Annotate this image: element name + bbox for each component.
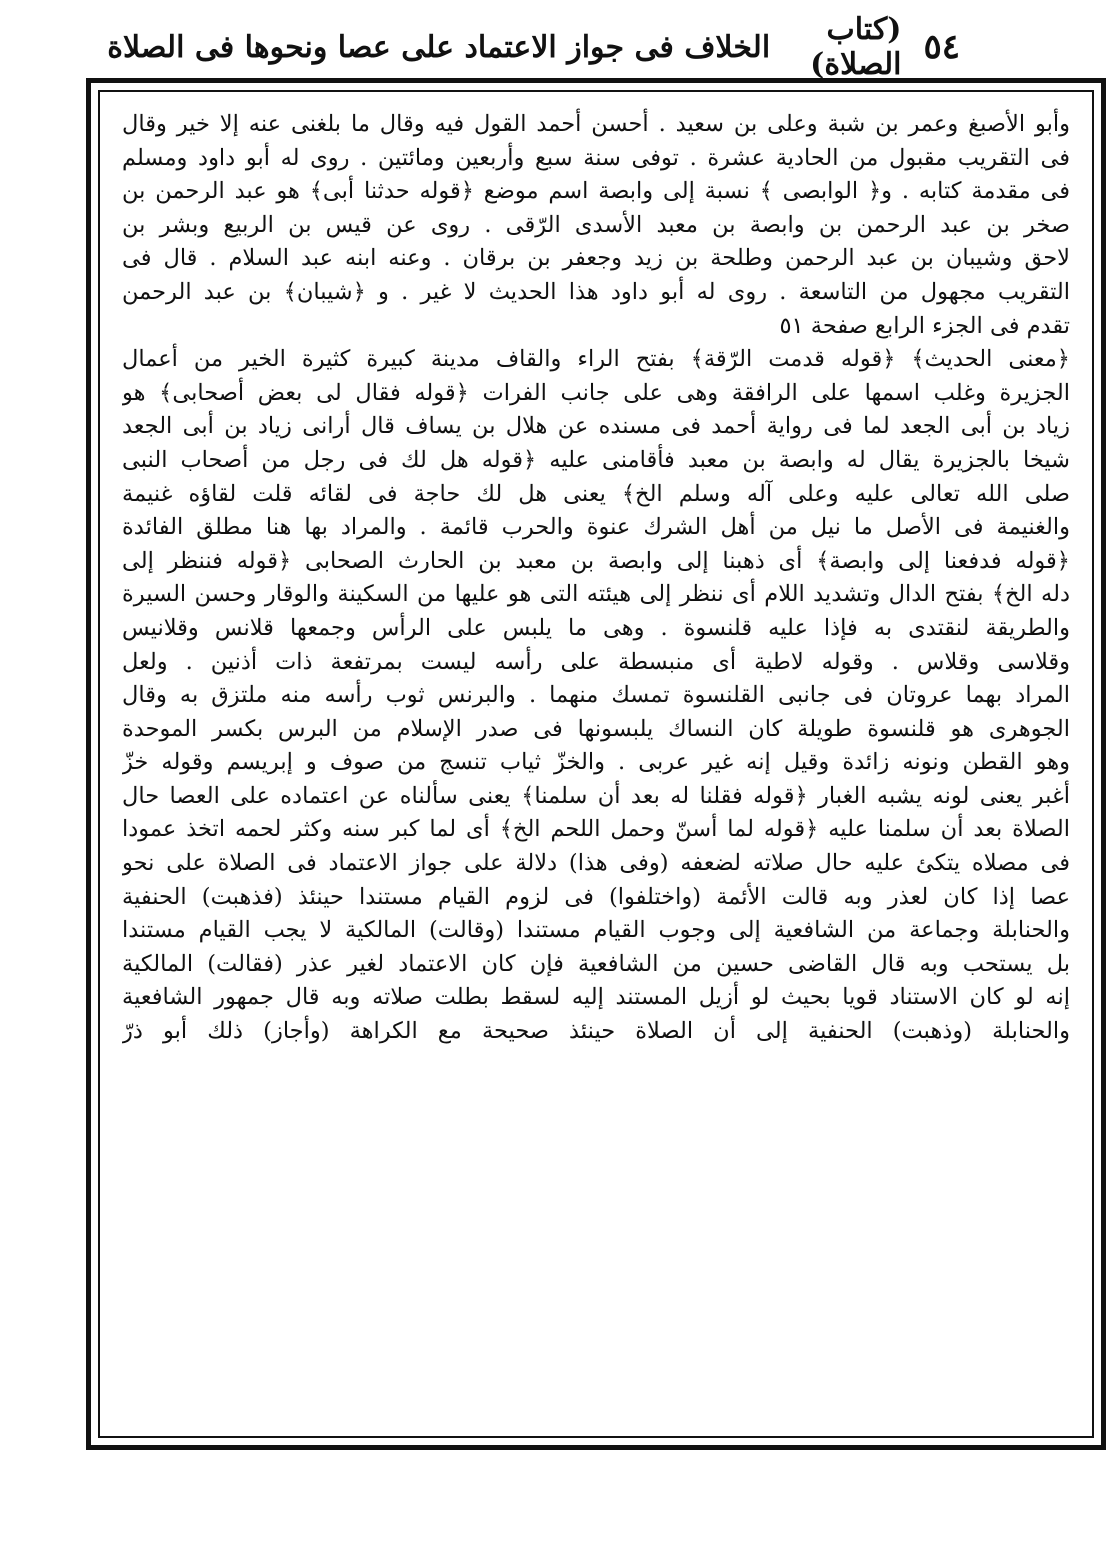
- text-line: الصلاة بعد أن سلمنا عليه ﴿قوله لما أسنّ وحمل اللحم الخ﴾ أى لما كبر سنه وكثر لحمه اتخذ عمودا: [122, 816, 1070, 843]
- text-line: لاحق وشيبان بن عبد الرحمن وطلحة بن زيد وجعفر بن برقان . وعنه ابنه عبد السلام . قال فى: [122, 245, 1070, 272]
- text-line: بل يستحب وبه قال القاضى حسين من الشافعية فإن كان الاعتماد لغير عذر (فقالت) المالكية: [122, 950, 1070, 977]
- text-line: وأبو الأصبغ وعمر بن شبة وعلى بن سعيد . أحسن أحمد القول فيه وقال ما بلغنى عنه إلا خير وقال: [122, 111, 1070, 137]
- running-header: [107, 12, 960, 82]
- text-line: عصا إذا كان لعذر وبه قالت الأئمة (واختلفوا) فى لزوم القيام مستندا حينئذ (فذهبت) الحنفية: [122, 883, 1070, 910]
- text-line: صخر بن عبد الرحمن بن وابصة بن معبد الأسدى الرّقى . روى عن قيس بن الربيع وبشر بن: [122, 211, 1070, 238]
- text-line: التقريب مجهول من التاسعة . روى له أبو داود هذا الحديث لا غير . و ﴿شيبان﴾ بن عبد الرحمن: [122, 278, 1070, 305]
- text-line: والطريقة لنقتدى به فإذا عليه قلنسوة . وهى ما يلبس على الرأس وجمعها قلانس وقلانيس: [122, 614, 1070, 641]
- chapter-title: الخلاف فى جواز الاعتماد على عصا ونحوها فى الصلاة: [107, 29, 771, 65]
- text-line: والحنابلة (وذهبت) الحنفية إلى أن الصلاة حينئذ صحيحة مع الكراهة (وأجاز) ذلك أبو ذرّ: [122, 1018, 1070, 1045]
- text-line: إنه لو كان الاستناد قويا بحيث لو أزيل المستند إليه لسقط بطلت صلاته وبه قال جمهور الشافعية: [122, 984, 1070, 1011]
- text-line: ﴿قوله فدفعنا إلى وابصة﴾ أى ذهبنا إلى وابصة بن معبد بن الحارث الصحابى ﴿قوله فننظر إلى: [122, 547, 1070, 574]
- text-line: صلى الله تعالى عليه وعلى آله وسلم الخ﴾ يعنى هل لك حاجة فى لقائه قلت لقاؤه غنيمة: [122, 480, 1070, 507]
- text-line: أغبر يعنى لونه يشبه الغبار ﴿قوله فقلنا له بعد أن سلمنا﴾ يعنى سألناه عن اعتماده على العصا حال: [122, 782, 1070, 809]
- text-line: فى مصلاه يتكئ عليه حال صلاته لضعفه (وفى هذا) دلالة على جواز الاعتماد فى الصلاة على نحو: [122, 850, 1070, 877]
- text-line: والحنابلة وجماعة من الشافعية إلى وجوب القيام مستندا (وقالت) المالكية لا يجب القيام مستندا: [122, 917, 1070, 944]
- text-line: والغنيمة فى الأصل ما نيل من أهل الشرك عنوة والحرب قائمة . والمراد بها هنا مطلق الفائدة: [122, 514, 1070, 541]
- text-line: الجوهرى هو قلنسوة طويلة كان النساك يلبسونها فى صدر الإسلام من البرس بكسر الموحدة: [122, 715, 1070, 742]
- text-line: ﴿معنى الحديث﴾ ﴿قوله قدمت الرّقة﴾ بفتح الراء والقاف مدينة كبيرة كثيرة الخير من أعمال: [122, 346, 1070, 373]
- text-line: زياد بن أبى الجعد لما فى رواية أحمد فى مسنده عن هلال بن يساف قال أرانى زياد بن أبى الجعد: [122, 413, 1070, 440]
- text-line: شيخا بالجزيرة يقال له وابصة بن معبد فأقامنى عليه ﴿قوله هل لك فى رجل من أصحاب النبى: [122, 446, 1070, 473]
- text-line: الجزيرة وغلب اسمها على الرافقة وهى على جانب الفرات ﴿قوله فقال لى بعض أصحابى﴾ هو: [122, 379, 1070, 406]
- text-line: دله الخ﴾ بفتح الدال وتشديد اللام أى ننظر إلى هيئته التى هو عليها من السكينة والوقار وحسن السيرة: [122, 581, 1070, 608]
- text-line: تقدم فى الجزء الرابع صفحة ٥١: [779, 312, 1070, 339]
- text-line: فى التقريب مقبول من الحادية عشرة . توفى سنة سبع وأربعين ومائتين . روى له أبو داود ومسلم: [122, 144, 1070, 171]
- text-line: وقلاسى وقلاس . وقوله لاطية أى منبسطة على رأسه ليست بمرتفعة ذات أذنين . ولعل: [122, 648, 1070, 675]
- book-name: (كتاب الصلاة): [810, 12, 902, 82]
- body-text: [122, 108, 1070, 1426]
- page-frame-inner: [98, 90, 1094, 1438]
- page-frame: [86, 78, 1106, 1450]
- text-line: وهو القطن ونونه زائدة وقيل إنه غير عربى . والخزّ ثياب تنسج من صوف و إبريسم وقوله خزّ: [122, 749, 1070, 776]
- page-number: ٥٤: [923, 27, 960, 67]
- text-line: فى مقدمة كتابه . و﴿ الوابصى ﴾ نسبة إلى وابصة اسم موضع ﴿قوله حدثنا أبى﴾ هو عبد الرحمن بن: [122, 178, 1070, 205]
- text-line: المراد بهما عروتان فى جانبى القلنسوة تمسك منهما . والبرنس ثوب رأسه منه ملتزق به وقال: [122, 682, 1070, 709]
